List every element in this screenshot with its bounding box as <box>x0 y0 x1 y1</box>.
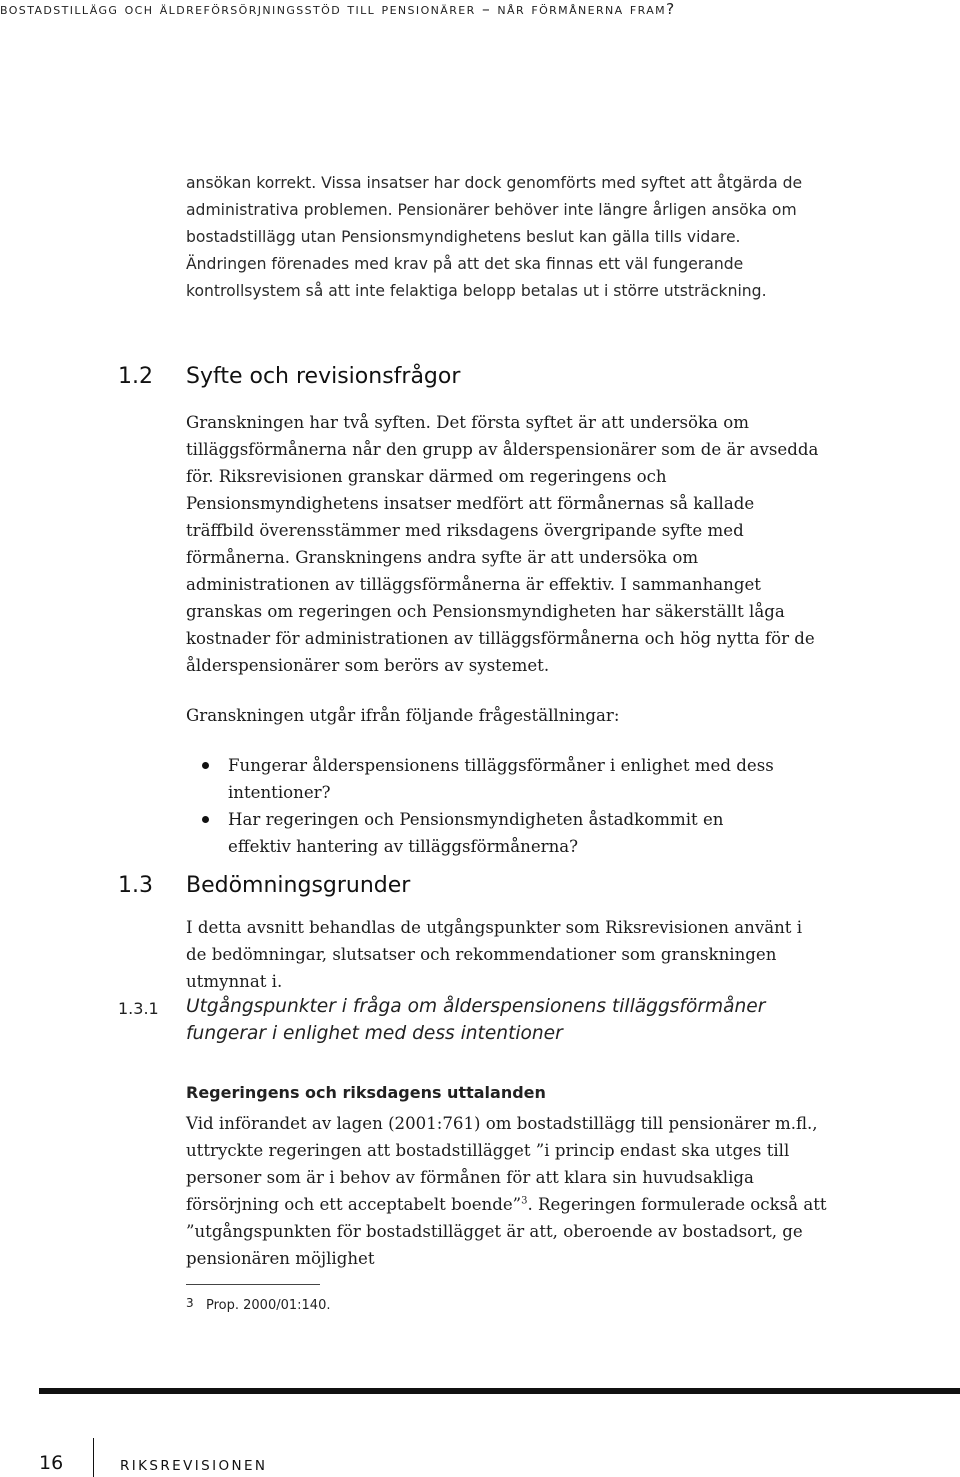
footnote-reference[interactable]: 3 <box>521 1195 528 1207</box>
subsection-number: 1.3.1 <box>118 999 159 1018</box>
page-number: 16 <box>39 1452 64 1474</box>
footnote-number: 3 <box>186 1296 194 1310</box>
list-item <box>186 806 776 860</box>
section-body <box>186 914 826 995</box>
list-item <box>186 752 776 806</box>
paragraph-text: Vid införandet av lagen (2001:761) om bostadstillägg till pensionärer m.fl., uttryckte regeringen att bostadstillägget ”i princip endast ska utges till personer som är i behov av förmånen för att klara sin huvudsakliga försörjning och ett acceptabelt boende” <box>186 1114 818 1214</box>
section-paragraph: I detta avsnitt behandlas de utgångspunkter som Riksrevisionen använt i de bedömningar, slutsatser och rekommendationer som granskningen utmynnat i. <box>186 918 803 991</box>
paragraph-text: . Regeringen formulerade också att ”utgångspunkten för bostadstillägget är att, oberoende av bostadsort, ge pensionären möjlighet <box>186 1195 827 1268</box>
bullet-icon <box>202 816 209 823</box>
section-number: 1.2 <box>118 364 153 389</box>
list-item-text: Fungerar ålderspensionens tilläggsförmåner i enlighet med dess intentioner? <box>228 756 774 802</box>
organization-name: RIKSREVISIONEN <box>120 1458 268 1474</box>
section-paragraph: Granskningen har två syften. Det första syftet är att undersöka om tilläggsförmånerna når den grupp av ålderspensionärer som de är avsedda för. Riksrevisionen granskar därmed om regeringens och Pensionsmyndighetens insatser medfört att förmånernas så kallade träffbild överensstämmer med riksdagens övergripande syfte med förmånerna. Granskningens andra syfte är att undersöka om administrationen av tilläggsförmånerna är effektiv. I sammanhanget granskas om regeringen och Pensionsmyndigheten har säkerställt låga kostnader för administrationen av tilläggsförmånerna och hög nytta för de ålderspensionärer som berörs av systemet. <box>186 413 819 675</box>
questions-intro: Granskningen utgår ifrån följande frågeställningar: <box>186 706 620 725</box>
subsection-body <box>186 1110 831 1272</box>
intro-paragraph-block <box>186 170 811 305</box>
section-number: 1.3 <box>118 873 153 898</box>
section-title: Syfte och revisionsfrågor <box>186 364 461 389</box>
footer-bar <box>39 1388 960 1394</box>
subsection-title: Utgångspunkter i fråga om ålderspensionens tilläggsförmåner fungerar i enlighet med dess intentioner <box>186 996 766 1044</box>
subsection-paragraph <box>186 1110 831 1272</box>
intro-paragraph: ansökan korrekt. Vissa insatser har dock genomförts med syftet att åtgärda de administrativa problemen. Pensionärer behöver inte längre årligen ansöka om bostadstillägg utan Pensionsmyndighetens beslut kan gälla tills vidare. Ändringen förenades med krav på att det ska finnas ett väl fungerande kontrollsystem så att inte felaktiga belopp betalas ut i större utsträckning. <box>186 174 803 300</box>
footer-divider <box>93 1438 94 1477</box>
section-title: Bedömningsgrunder <box>186 873 411 898</box>
footnote-rule <box>186 1284 320 1285</box>
questions-list <box>186 752 776 860</box>
running-header: bostadstillägg och äldreförsörjningsstöd till pensionärer – når förmånerna fram? <box>0 0 676 18</box>
bullet-icon <box>202 762 209 769</box>
subheading: Regeringens och riksdagens uttalanden <box>186 1083 546 1102</box>
section-body <box>186 409 821 860</box>
footnote-text: Prop. 2000/01:140. <box>206 1298 331 1313</box>
list-item-text: Har regeringen och Pensionsmyndigheten åstadkommit en effektiv hantering av tilläggsförmånerna? <box>228 810 724 856</box>
